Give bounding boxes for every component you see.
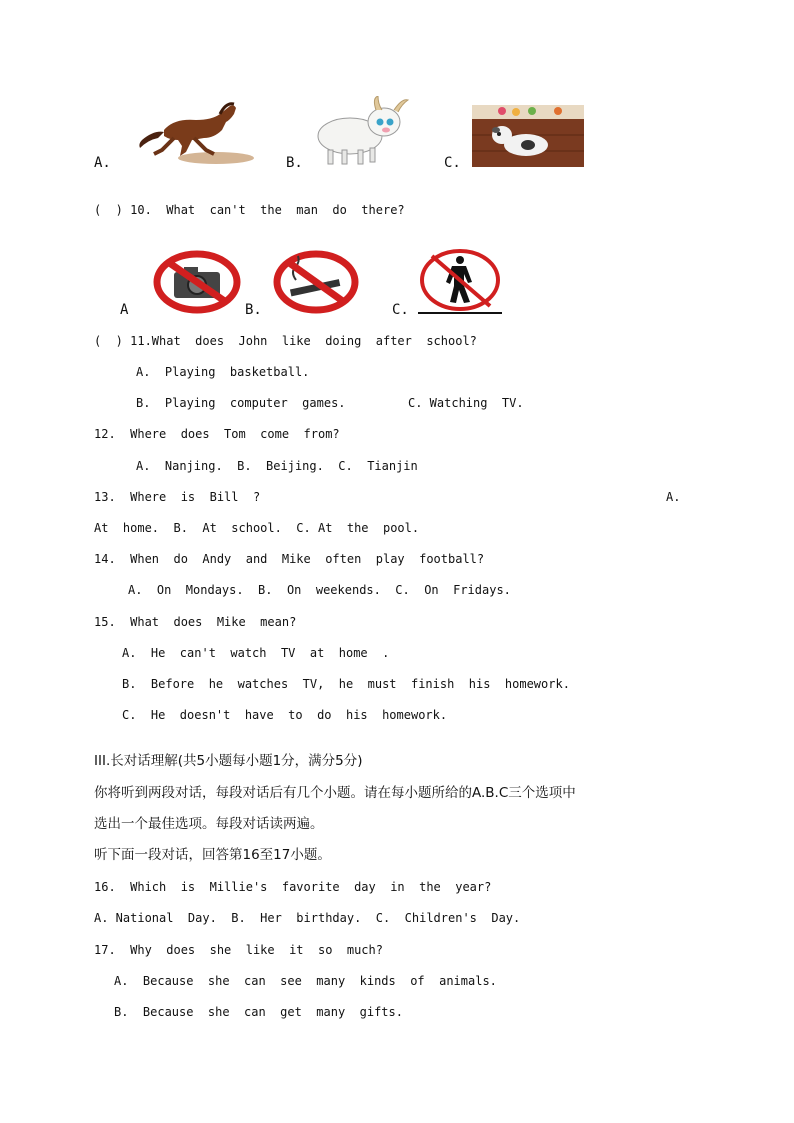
q10-question: ( ) 10. What can't the man do there? <box>94 203 405 217</box>
q12-question: 12. Where does Tom come from? <box>94 427 340 441</box>
q15-option-b: B. Before he watches TV, he must finish his homework. <box>122 677 570 691</box>
q11-option-b: B. Playing computer games. <box>136 396 346 410</box>
no-smoking-sign <box>272 250 360 314</box>
q14-question: 14. When do Andy and Mike often play football? <box>94 552 485 566</box>
q13-option-a-letter: A. <box>666 490 681 504</box>
q17-option-a: A. Because she can see many kinds of animals. <box>114 974 497 988</box>
q17-question: 17. Why does she like it so much? <box>94 943 383 957</box>
q12-options: A. Nanjing. B. Beijing. C. Tianjin <box>136 459 418 473</box>
q11-option-a: A. Playing basketball. <box>136 365 310 379</box>
section-3-instruction-2: 选出一个最佳选项。每段对话读两遍。 <box>94 816 324 832</box>
q17-option-b: B. Because she can get many gifts. <box>114 1005 403 1019</box>
q9-option-a-letter: A. <box>94 155 111 171</box>
q15-option-c: C. He doesn't have to do his homework. <box>122 708 448 722</box>
q10-option-c-letter: C. <box>392 302 409 318</box>
section-3-heading: III.长对话理解(共5小题每小题1分，满分5分) <box>94 753 363 769</box>
cartoon-goat-image <box>306 96 418 166</box>
q13-question: 13. Where is Bill ? <box>94 490 261 504</box>
q9-option-b-letter: B. <box>286 155 303 171</box>
q15-option-a: A. He can't watch TV at home . <box>122 646 390 660</box>
q14-options: A. On Mondays. B. On weekends. C. On Fridays. <box>128 583 511 597</box>
q16-options: A. National Day. B. Her birthday. C. Children's Day. <box>94 911 521 925</box>
no-camera-sign <box>152 250 242 314</box>
q9-option-c-letter: C. <box>444 155 461 171</box>
q10-option-a-letter: A <box>120 302 129 318</box>
q10-option-b-letter: B. <box>245 302 262 318</box>
running-horse-image <box>134 100 256 166</box>
q15-question: 15. What does Mike mean? <box>94 615 297 629</box>
no-pedestrian-sign <box>418 248 504 316</box>
q11-option-c: C. Watching TV. <box>408 396 524 410</box>
q11-question: ( ) 11.What does John like doing after school? <box>94 334 477 348</box>
section-3-instruction-1: 你将听到两段对话，每段对话后有几个小题。请在每小题所给的A.B.C三个选项中 <box>94 785 576 801</box>
dog-in-room-image <box>472 105 584 167</box>
q13-options: At home. B. At school. C. At the pool. <box>94 521 420 535</box>
q16-question: 16. Which is Millie's favorite day in the year? <box>94 880 492 894</box>
section-3-instruction-3: 听下面一段对话，回答第16至17小题。 <box>94 847 331 863</box>
